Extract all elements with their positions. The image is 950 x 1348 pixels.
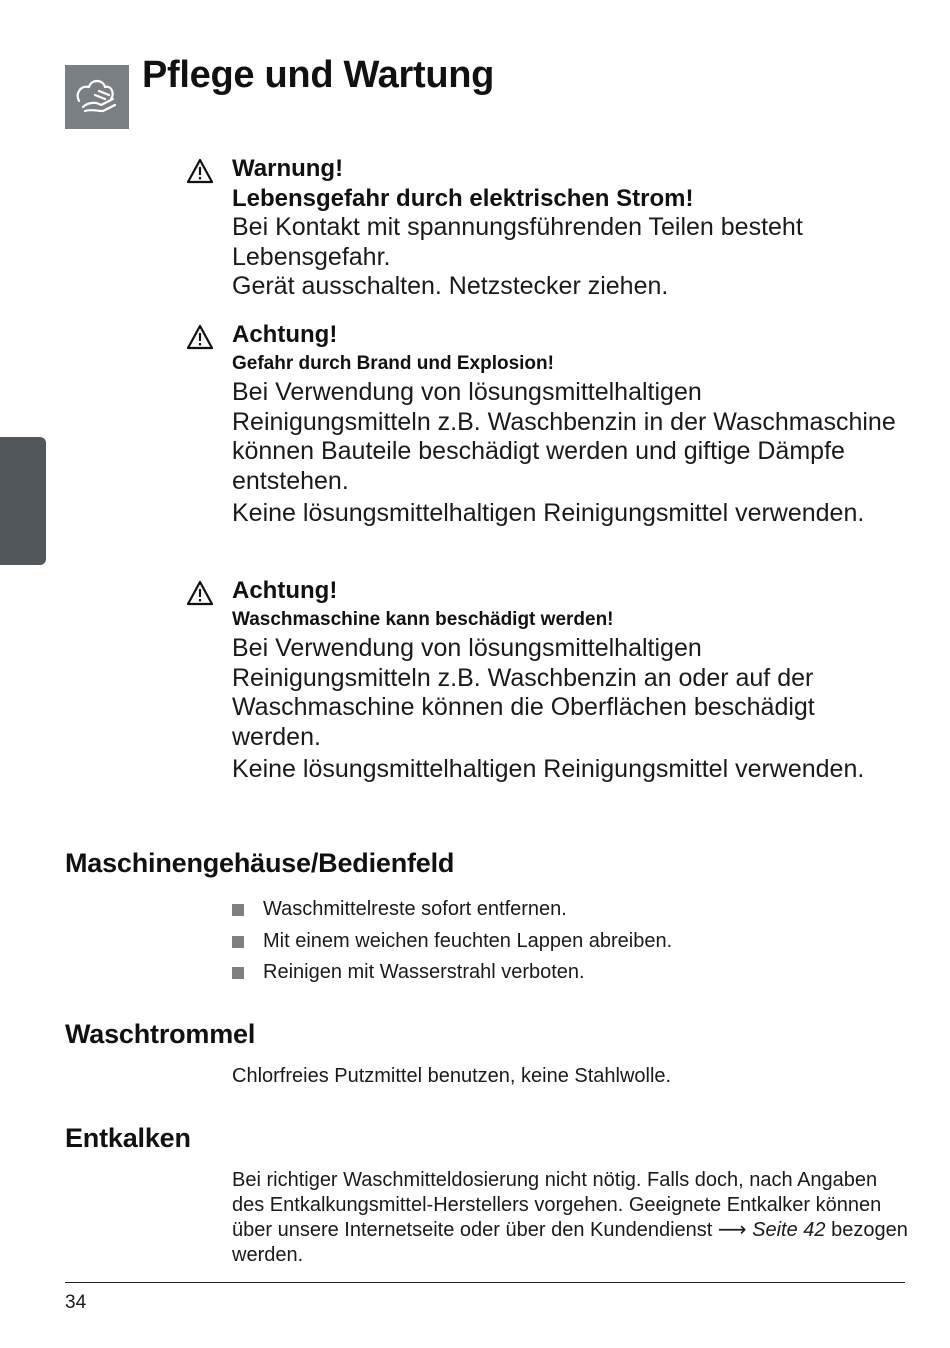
square-bullet-icon [232,936,244,948]
square-bullet-icon [232,967,244,979]
descale-text [232,1168,912,1268]
warning-block [186,576,906,785]
page-number: 34 [65,1292,87,1313]
warning-triangle-icon [186,580,214,606]
page-reference-link[interactable]: Seite 42 [752,1219,826,1241]
warning-paragraph: Gerät ausschalten. Netzstecker ziehen. [232,272,669,300]
descale-text-end: bezogen werden. [232,1219,908,1266]
warning-title: Warnung! [232,155,344,182]
warning-paragraph: Keine lösungsmittelhaltigen Reinigungsmittel verwenden. [232,499,865,527]
warning-triangle-icon [186,158,214,184]
warning-block [186,320,906,529]
list-item [232,958,672,990]
warning-subtitle: Waschmaschine kann beschädigt werden! [232,609,614,630]
warning-title: Achtung! [232,321,338,348]
chapter-tab [0,437,46,565]
warning-paragraph: Bei Verwendung von lösungsmittelhaltigen Reinigungsmitteln z.B. Waschbenzin an oder auf der Waschmaschine können die Oberflächen beschädigt werden. [232,634,815,751]
section-heading-housing: Maschinengehäuse/Bedienfeld [65,848,455,878]
warning-block [186,154,906,302]
warning-paragraph: Bei Kontakt mit spannungsführenden Teilen besteht Lebensgefahr. [232,213,803,271]
warning-subtitle: Gefahr durch Brand und Explosion! [232,353,554,374]
list-item-text: Waschmittelreste sofort entfernen. [263,898,567,920]
warning-paragraph: Bei Verwendung von lösungsmittelhaltigen Reinigungsmitteln z.B. Waschbenzin in der Waschmaschine können Bauteile beschädigt werden und giftige Dämpfe entstehen. [232,378,896,495]
warning-subtitle: Lebensgefahr durch elektrischen Strom! [232,185,694,212]
square-bullet-icon [232,904,244,916]
list-item-text: Reinigen mit Wasserstrahl verboten. [263,961,585,983]
page-title: Pflege und Wartung [142,54,495,96]
section-heading-drum: Waschtrommel [65,1019,256,1049]
warning-paragraph: Keine lösungsmittelhaltigen Reinigungsmittel verwenden. [232,755,865,783]
footer-divider [65,1282,905,1283]
list-item [232,927,672,959]
cleaning-hand-icon [65,65,129,129]
warning-triangle-icon [186,324,214,350]
arrow-right-icon: ⟶ [717,1219,747,1241]
warning-title: Achtung! [232,577,338,604]
list-item [232,895,672,927]
list-item-text: Mit einem weichen feuchten Lappen abreiben. [263,929,673,952]
bullet-list [232,895,672,990]
descale-text-body: Bei richtiger Waschmitteldosierung nicht nötig. Falls doch, nach Angaben des Entkalkungsmittel-Herstellers vorgehen. Geeignete Entkalker können über unsere Internetseite oder über den Kundendienst [232,1169,882,1241]
section-heading-descale: Entkalken [65,1123,191,1153]
drum-text: Chlorfreies Putzmittel benutzen, keine Stahlwolle. [232,1065,672,1087]
